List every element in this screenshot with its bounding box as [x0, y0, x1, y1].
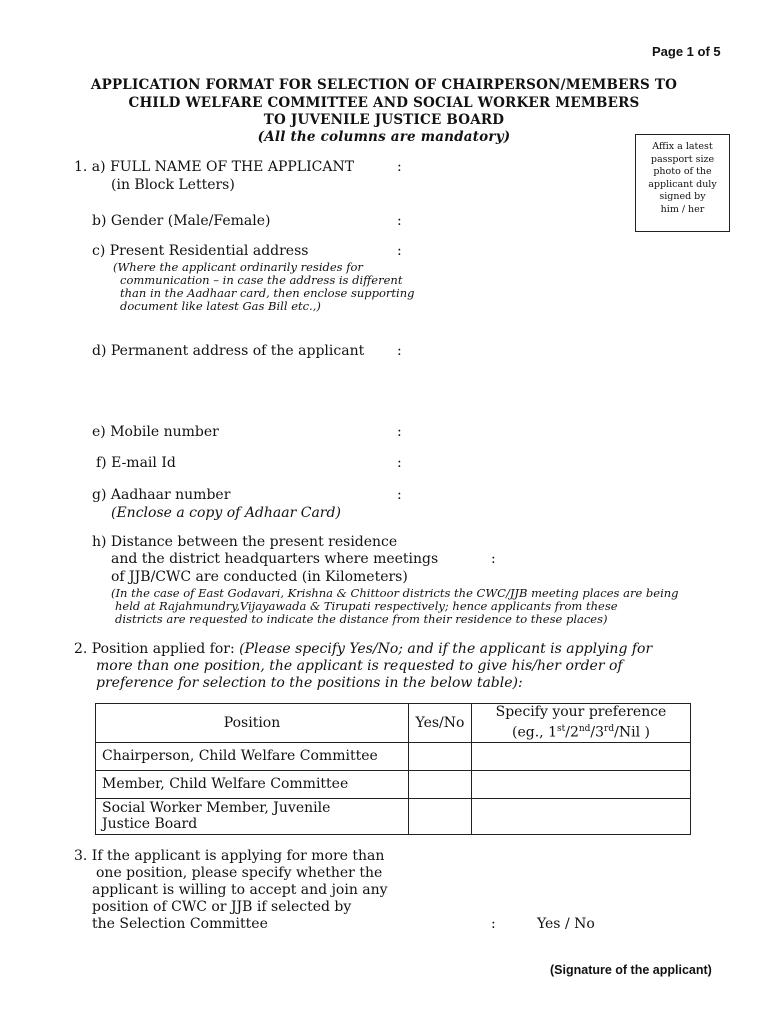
- header-preference-line1: Specify your preference: [495, 704, 667, 720]
- photo-box-line: signed by: [659, 191, 706, 202]
- colon: :: [397, 455, 402, 471]
- position-table: [95, 703, 691, 835]
- cell-yes-no[interactable]: [409, 770, 472, 798]
- field-permanent-address-label: d) Permanent address of the applicant: [92, 343, 365, 359]
- colon: :: [397, 343, 402, 359]
- field-distance-label: and the district headquarters where meetings: [111, 551, 439, 567]
- signature-label: (Signature of the applicant): [550, 963, 712, 977]
- cell-yes-no[interactable]: [409, 742, 472, 770]
- present-address-note: (Where the applicant ordinarily resides for: [113, 260, 363, 274]
- title-line-3: TO JUVENILE JUSTICE BOARD: [263, 112, 505, 128]
- photo-box-line: Affix a latest: [652, 141, 713, 152]
- cell-yes-no[interactable]: [409, 798, 472, 834]
- field-mobile-label: e) Mobile number: [92, 424, 219, 440]
- photo-box-line: applicant duly: [648, 178, 717, 190]
- page-number: Page 1 of 5: [652, 44, 721, 59]
- colon: :: [397, 424, 402, 440]
- cell-position: Chairperson, Child Welfare Committee: [96, 742, 409, 770]
- photo-box: [635, 134, 730, 232]
- field-present-address-label: c) Present Residential address: [92, 243, 309, 259]
- table-row: [96, 798, 691, 834]
- colon: :: [397, 487, 402, 503]
- field-full-name-label: 1. a) FULL NAME OF THE APPLICANT: [74, 159, 355, 175]
- header-position: Position: [96, 704, 409, 743]
- willing-question: position of CWC or JJB if selected by: [92, 899, 352, 915]
- aadhaar-note: (Enclose a copy of Adhaar Card): [111, 505, 341, 521]
- distance-note: districts are requested to indicate the distance from their residence to these places): [115, 612, 608, 626]
- photo-box-line: him / her: [660, 203, 705, 215]
- present-address-note: communication – in case the address is different: [120, 273, 403, 287]
- field-distance-label: h) Distance between the present residence: [92, 534, 398, 550]
- cell-preference[interactable]: [472, 742, 691, 770]
- photo-box-line: photo of the: [653, 166, 712, 177]
- header-preference: [472, 704, 691, 743]
- position-applied-note: (Please specify Yes/No; and if the applicant is applying for: [239, 641, 653, 657]
- willing-question: 3. If the applicant is applying for more than: [74, 848, 385, 864]
- willing-answer[interactable]: Yes / No: [537, 916, 595, 932]
- cell-position: Social Worker Member, Juvenile Justice Board: [96, 798, 409, 834]
- table-header-row: [96, 704, 691, 743]
- colon: :: [397, 159, 402, 175]
- cell-position: Member, Child Welfare Committee: [96, 770, 409, 798]
- header-preference-line2: (eg., 1st/2nd/3rd/Nil ): [512, 724, 650, 741]
- field-email-label: f) E-mail Id: [96, 455, 176, 471]
- field-aadhaar-label: g) Aadhaar number: [92, 487, 231, 503]
- colon: :: [397, 213, 402, 229]
- present-address-note: document like latest Gas Bill etc.,): [120, 299, 321, 313]
- field-gender-label: b) Gender (Male/Female): [92, 213, 271, 229]
- title-subtitle: (All the columns are mandatory): [257, 129, 511, 145]
- willing-question: applicant is willing to accept and join any: [92, 882, 388, 898]
- title-line-1: APPLICATION FORMAT FOR SELECTION OF CHAIRPERSON/MEMBERS TO: [90, 77, 678, 93]
- position-applied-heading: 2. Position applied for:: [74, 641, 235, 657]
- position-applied-note: more than one position, the applicant is requested to give his/her order of: [96, 658, 623, 674]
- title-line-2: CHILD WELFARE COMMITTEE AND SOCIAL WORKER MEMBERS: [128, 95, 640, 111]
- field-distance-label: of JJB/CWC are conducted (in Kilometers): [111, 569, 408, 585]
- willing-question: the Selection Committee: [92, 916, 268, 932]
- present-address-note: than in the Aadhaar card, then enclose supporting: [120, 286, 415, 300]
- willing-question: one position, please specify whether the: [96, 865, 383, 881]
- colon: :: [491, 551, 496, 567]
- photo-box-line: passport size: [650, 153, 715, 165]
- position-applied-label: [74, 641, 652, 657]
- colon: :: [397, 243, 402, 259]
- table-row: [96, 770, 691, 798]
- table-row: [96, 742, 691, 770]
- field-full-name-sub: (in Block Letters): [111, 177, 235, 193]
- position-applied-note: preference for selection to the positions in the below table):: [96, 675, 523, 691]
- colon: :: [491, 916, 496, 932]
- distance-note: held at Rajahmundry,Vijayawada & Tirupati respectively; hence applicants from these: [115, 599, 618, 613]
- cell-preference[interactable]: [472, 798, 691, 834]
- header-yes-no: Yes/No: [409, 704, 472, 743]
- cell-preference[interactable]: [472, 770, 691, 798]
- distance-note: (In the case of East Godavari, Krishna & Chittoor districts the CWC/JJB meeting places are being: [111, 586, 679, 600]
